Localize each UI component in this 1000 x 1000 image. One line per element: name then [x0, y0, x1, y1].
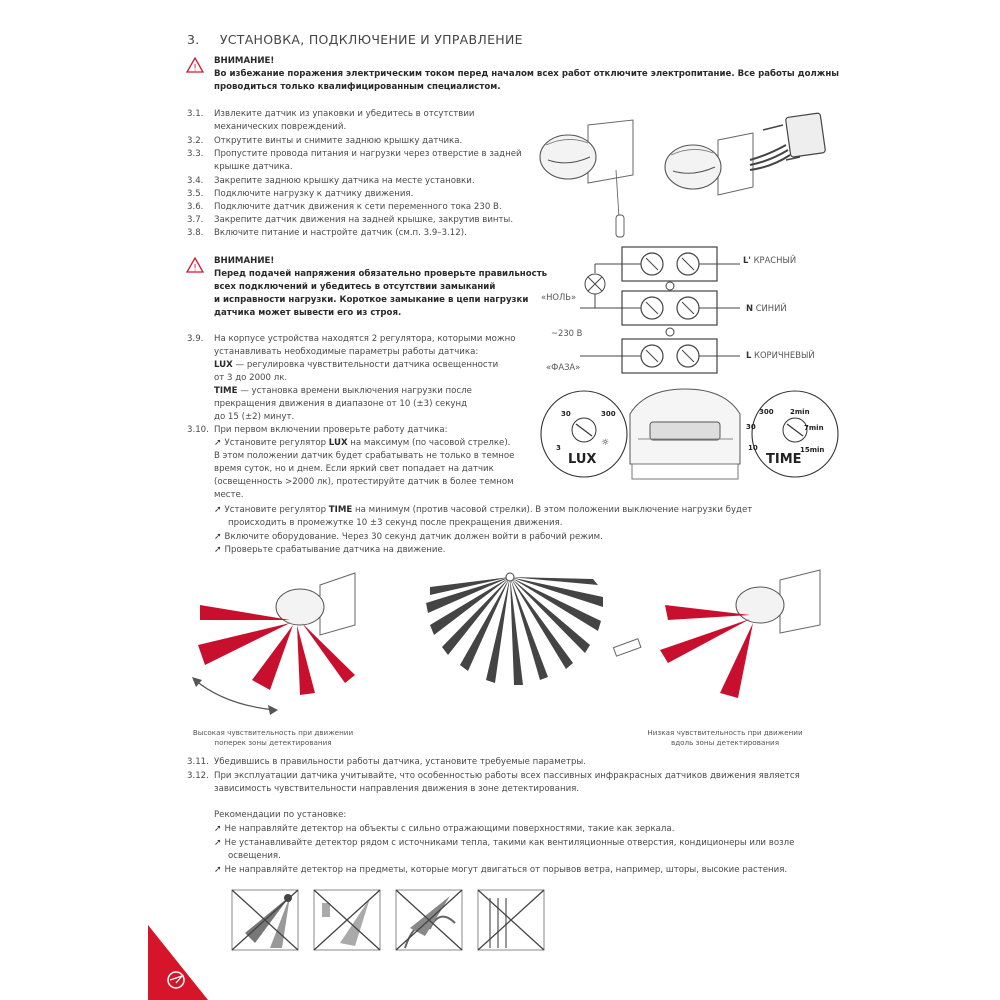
wire-l-prime-color: КРАСНЫЙ: [753, 255, 797, 265]
step310-bullet: [214, 544, 446, 557]
time-text: — установка времени выключения нагрузки после: [237, 386, 472, 396]
time-dial-label: TIME: [766, 452, 802, 467]
wire-l: [746, 350, 815, 360]
time-label: TIME: [214, 386, 238, 396]
caption-line: Высокая чувствительность при движении: [192, 728, 354, 737]
time-tick: 15min: [800, 446, 825, 454]
warning-triangle-icon: [186, 57, 204, 73]
arrow-bullet-icon: ➚: [214, 865, 222, 875]
low-sensitivity-figure: [613, 570, 820, 698]
warning2-line: всех подключений и убедитесь в отсутствии замыканий: [214, 282, 496, 292]
step-text: Включите питание и настройте датчик (см.п. 3.9–3.12).: [214, 228, 467, 238]
section-number: 3.: [187, 32, 200, 47]
warning-triangle-icon: [186, 257, 204, 273]
step-number: 3.2.: [187, 136, 204, 146]
bullet-text: Проверьте срабатывание датчика на движение.: [224, 545, 446, 555]
step310-bullet: [214, 504, 752, 517]
time-tick: 30: [746, 423, 756, 431]
no-heat-source-figure: [314, 890, 380, 950]
arrow-bullet-icon: ➚: [214, 505, 222, 515]
wire-l-prime-symbol: L': [743, 255, 751, 265]
step-text: механических повреждений.: [214, 122, 347, 132]
warning2-line: датчика может вывести его из строя.: [214, 308, 402, 318]
wire-n-color: СИНИЙ: [755, 303, 787, 313]
lux-description: [214, 359, 498, 372]
time-tick: 7min: [804, 424, 824, 432]
bullet-text: на максимум (по часовой стрелке).: [347, 438, 511, 448]
warning1-line2: проводиться только квалифицированным специалистом.: [214, 82, 501, 92]
caption-line: поперек зоны детектирования: [214, 738, 332, 747]
wire-n-symbol: N: [746, 303, 754, 313]
arrow-bullet-icon: ➚: [214, 438, 222, 448]
step-number: 3.6.: [187, 202, 204, 212]
sensor-installation-illustration: [538, 105, 838, 240]
step-text: крышке датчика.: [214, 162, 293, 172]
lux-dial-label: LUX: [568, 452, 597, 467]
time-tick: 2min: [790, 408, 810, 416]
step310-line: время суток, но и днем. Если яркий свет попадает на датчик: [214, 464, 494, 474]
time-description: [214, 385, 472, 398]
step310-line: (освещенность >2000 лк), протестируйте датчик в более темном: [214, 477, 514, 487]
recommendation-text: Не направляйте детектор на предметы, которые могут двигаться от порывов ветра, например, шторы, высокие растения.: [224, 865, 788, 875]
svg-text:!: !: [193, 63, 197, 73]
step39-line: устанавливать необходимые параметры работы датчика:: [214, 347, 479, 357]
dials-illustration: [540, 384, 842, 484]
wire-l-prime: [743, 255, 796, 265]
step39-line: На корпусе устройства находятся 2 регулятора, которыми можно: [214, 334, 516, 344]
recommendation-item: [214, 837, 794, 850]
step310-bullet: [214, 437, 510, 450]
step-number: 3.9.: [187, 334, 204, 344]
recommendation-item: [214, 823, 674, 836]
warning2-title: ВНИМАНИЕ!: [214, 256, 275, 266]
sensor-mounted-drawing: [540, 120, 633, 237]
bullet-text: Установите регулятор: [224, 505, 329, 515]
lux-tick: 30: [561, 410, 571, 418]
step312-line: При эксплуатации датчика учитывайте, что особенностью работы всех пассивных инфракрасных датчиков движения является: [214, 771, 800, 781]
arrow-bullet-icon: ➚: [214, 824, 222, 834]
bullet-text: на минимум (против часовой стрелки). В этом положении выключение нагрузки будет: [352, 505, 753, 515]
lux-tick: 3: [556, 444, 561, 452]
step310-bullet: [214, 531, 603, 544]
step-text: Пропустите провода питания и нагрузки через отверстие в задней: [214, 149, 522, 159]
step312-line: зависимость чувствительности направления движения в зоне детектирования.: [214, 784, 580, 794]
section-heading: УСТАНОВКА, ПОДКЛЮЧЕНИЕ И УПРАВЛЕНИЕ: [219, 32, 523, 47]
high-sensitivity-figure: [192, 573, 355, 715]
svg-text:!: !: [193, 263, 197, 273]
phase-label: «ФАЗА»: [546, 362, 581, 372]
caption-low: [640, 728, 810, 748]
warning2-line: и исправности нагрузки. Короткое замыкание в цепи нагрузки: [214, 295, 529, 305]
sensor-front-drawing: [630, 389, 740, 479]
warning1-title: ВНИМАНИЕ!: [214, 56, 275, 66]
step-number: 3.5.: [187, 189, 204, 199]
brand-corner-logo: [148, 925, 208, 1000]
bullet-text: Включите оборудование. Через 30 секунд датчик должен войти в рабочий режим.: [224, 532, 603, 542]
caption-line: вдоль зоны детектирования: [670, 738, 780, 747]
lux-label: LUX: [214, 360, 233, 370]
step-text: Закрепите датчик движения на задней крышке, закрутив винты.: [214, 215, 514, 225]
arrow-bullet-icon: ➚: [214, 838, 222, 848]
recommendation-text: Не направляйте детектор на объекты с сильно отражающими поверхностями, такие как зеркала.: [224, 824, 675, 834]
caption-high: [188, 728, 358, 748]
step39-line: от 3 до 2000 лк.: [214, 373, 288, 383]
recommendation-item: [214, 864, 787, 877]
step-text: Извлеките датчик из упаковки и убедитесь в отсутствии: [214, 109, 475, 119]
bullet-bold: TIME: [328, 505, 353, 515]
wire-n: [746, 303, 787, 313]
section-title: [187, 32, 523, 47]
step-text: Открутите винты и снимите заднюю крышку датчика.: [214, 136, 463, 146]
step-text: Подключите датчик движения к сети переменного тока 230 В.: [214, 202, 502, 212]
no-mirror-figure: [232, 890, 298, 950]
step-number: 3.11.: [187, 757, 209, 767]
step310-line: происходить в промежутке 10 ±3 секунд после прекращения движения.: [228, 518, 563, 528]
arrow-bullet-icon: ➚: [214, 545, 222, 555]
step-number: 3.10.: [187, 425, 209, 435]
voltage-label: ~230 В: [551, 328, 583, 338]
recommendation-text: освещения.: [228, 851, 281, 861]
recommendations-title: Рекомендации по установке:: [214, 810, 347, 820]
sun-icon: ☼: [601, 438, 610, 448]
step-number: 3.4.: [187, 176, 204, 186]
step39-line: прекращения движения в диапазоне от 10 (±3) секунд: [214, 399, 468, 409]
caption-line: Низкая чувствительность при движении: [647, 728, 803, 737]
arrow-bullet-icon: ➚: [214, 532, 222, 542]
step-number: 3.3.: [187, 149, 204, 159]
step-number: 3.8.: [187, 228, 204, 238]
step310-line: В этом положении датчик будет срабатывать не только в темное: [214, 451, 515, 461]
lux-text: — регулировка чувствительности датчика освещенности: [232, 360, 499, 370]
step39-line: до 15 (±2) минут.: [214, 412, 295, 422]
step-number: 3.7.: [187, 215, 204, 225]
step-number: 3.1.: [187, 109, 204, 119]
warning2-line: Перед подачей напряжения обязательно проверьте правильность: [214, 269, 548, 279]
time-tick: 10: [748, 444, 758, 452]
lux-tick: 300: [601, 410, 616, 418]
step310-intro: При первом включении проверьте работу датчика:: [214, 425, 448, 435]
step310-line: месте.: [214, 490, 244, 500]
recommendation-text: Не устанавливайте детектор рядом с источниками тепла, такими как вентиляционные отверстия, кондиционеры или возле: [224, 838, 795, 848]
step-text: Закрепите заднюю крышку датчика на месте установки.: [214, 176, 475, 186]
neutral-label: «НОЛЬ»: [541, 292, 577, 302]
no-curtains-figure: [478, 890, 544, 950]
no-moving-objects-figure: [396, 890, 462, 950]
wire-l-symbol: L: [746, 350, 752, 360]
warning1-line1: Во избежание поражения электрическим током перед началом всех работ отключите электропитание. Все работы должны: [214, 69, 840, 79]
step-number: 3.12.: [187, 771, 209, 781]
bullet-bold: LUX: [328, 438, 348, 448]
detection-zones-illustration: [190, 565, 840, 745]
sensor-back-cover-drawing: [665, 113, 826, 195]
bullet-text: Установите регулятор: [224, 438, 329, 448]
wire-l-color: КОРИЧНЕВЫЙ: [754, 350, 815, 360]
time-tick: 300: [759, 408, 774, 416]
do-not-illustrations: [230, 888, 560, 954]
detection-fan-figure: [426, 573, 603, 685]
step311-text: Убедившись в правильности работы датчика, установите требуемые параметры.: [214, 757, 586, 767]
step-text: Подключите нагрузку к датчику движения.: [214, 189, 414, 199]
